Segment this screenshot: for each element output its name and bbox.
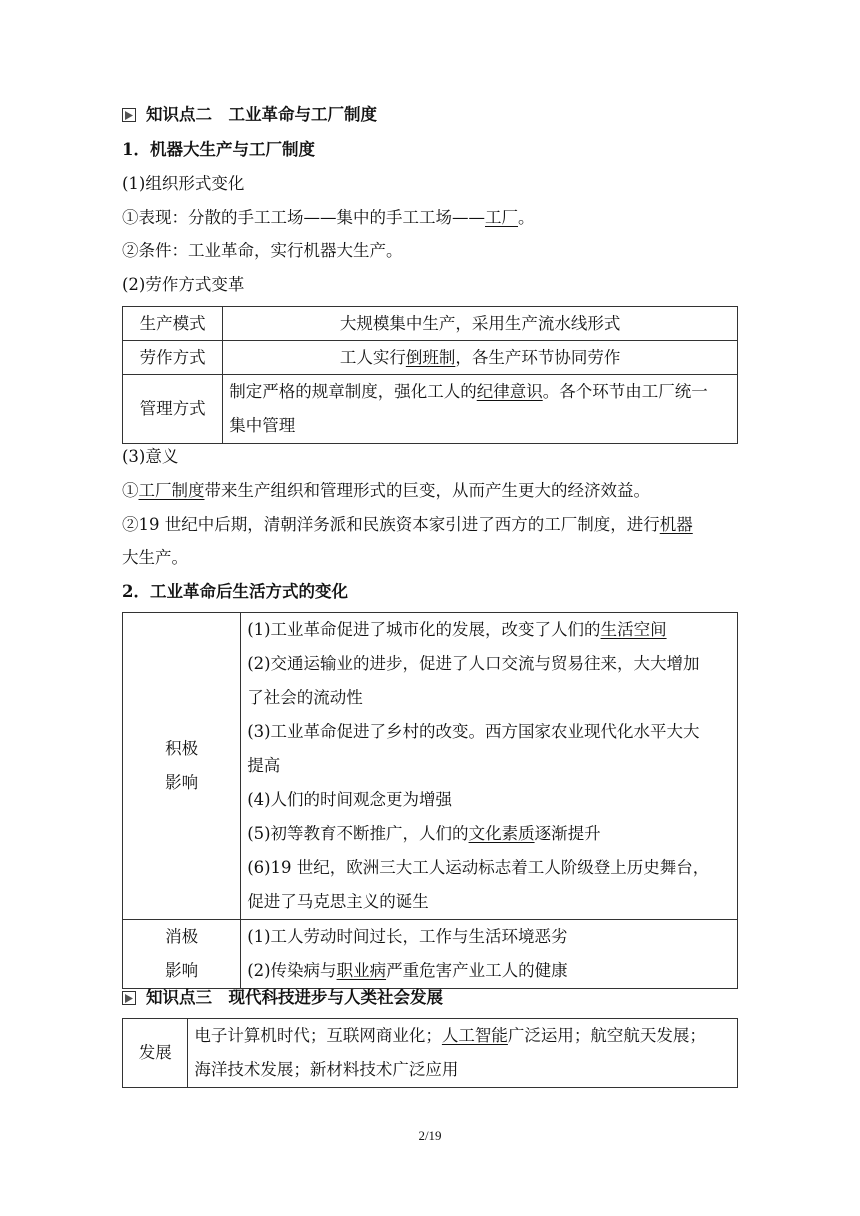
- paragraph: ①表现：分散的手工工场——集中的手工工场——工厂。: [122, 208, 535, 227]
- play-triangle-icon: [122, 991, 136, 1005]
- negative-impact-list: (1)工人劳动时间过长，工作与生活环境恶劣 (2)传染病与 职业病 严重危害产业工人的健康: [241, 920, 738, 989]
- paragraph: (1)组织形式变化: [122, 174, 245, 193]
- lifestyle-impact-table: [122, 612, 738, 989]
- subheading-1: 1．机器大生产与工厂制度: [122, 140, 315, 159]
- table-row: [123, 920, 738, 989]
- section-heading-2: [122, 105, 377, 125]
- subheading-2: 2．工业革命后生活方式的变化: [122, 582, 348, 601]
- underlined-answer: 工厂: [485, 208, 518, 227]
- table-row: [123, 341, 738, 375]
- section-title: 知识点二 工业革命与工厂制度: [146, 105, 377, 124]
- paragraph: (2)劳作方式变革: [122, 275, 245, 294]
- underlined-answer: 文化素质: [468, 824, 535, 843]
- underlined-answer: 倒班制: [405, 347, 456, 367]
- table-cell-label: 劳作方式: [123, 341, 223, 375]
- paragraph: ②条件：工业革命，实行机器大生产。: [122, 241, 403, 260]
- table-cell-value: 电子计算机时代；互联网商业化； 人工智能 广泛运用；航空航天发展； 海洋技术发展；新材料技术广泛应用: [188, 1019, 738, 1088]
- table-cell-value: 大规模集中生产，采用生产流水线形式: [223, 307, 738, 341]
- table-row: [123, 1019, 738, 1088]
- positive-impact-list: (1)工业革命促进了城市化的发展，改变了人们的 生活空间 (2)交通运输业的进步，促进了人口交流与贸易往来，大大增加 了社会的流动性 (3)工业革命促进了乡村的改变。西方国家农业现代化水平大大 提高 (4)人们的时间观念更为增强 (5)初等教育不断推广，人们的 文化素质 逐渐提升 (6)19 世纪，欧洲三大工人运动标志着工人阶级登上历史舞台， 促进了马克思主义的诞生: [241, 613, 738, 920]
- paragraph: ②19 世纪中后期，清朝洋务派和民族资本家引进了西方的工厂制度，进行机器: [122, 515, 693, 534]
- table-cell-label: 消极 影响: [123, 920, 241, 989]
- table-cell-label: 管理方式: [123, 375, 223, 444]
- table-cell-value: 制定严格的规章制度，强化工人的 纪律意识 。各个环节由工厂统一 集中管理: [223, 375, 738, 444]
- paragraph: 大生产。: [122, 548, 188, 567]
- paragraph: (3)意义: [122, 447, 179, 466]
- table-cell-label: 生产模式: [123, 307, 223, 341]
- section-heading-3: [122, 988, 443, 1008]
- section-title: 知识点三 现代科技进步与人类社会发展: [146, 988, 443, 1007]
- table-cell-label: 发展: [123, 1019, 188, 1088]
- page-number: 2/19: [418, 1128, 442, 1143]
- table-row: [123, 375, 738, 444]
- underlined-answer: 生活空间: [600, 620, 667, 639]
- table-row: [123, 307, 738, 341]
- labor-mode-table: [122, 306, 738, 444]
- underlined-answer: 人工智能: [441, 1026, 508, 1045]
- tech-development-table: [122, 1018, 738, 1088]
- table-row: [123, 613, 738, 920]
- underlined-answer: 纪律意识: [476, 382, 543, 401]
- underlined-answer: 职业病: [336, 961, 387, 980]
- table-cell-label: 积极 影响: [123, 613, 241, 920]
- table-cell-value: 工人实行倒班制，各生产环节协同劳作: [223, 341, 738, 375]
- paragraph: ①工厂制度带来生产组织和管理形式的巨变，从而产生更大的经济效益。: [122, 481, 650, 500]
- underlined-answer: 工厂制度: [138, 481, 205, 500]
- play-triangle-icon: [122, 108, 136, 122]
- underlined-answer: 机器: [659, 515, 693, 534]
